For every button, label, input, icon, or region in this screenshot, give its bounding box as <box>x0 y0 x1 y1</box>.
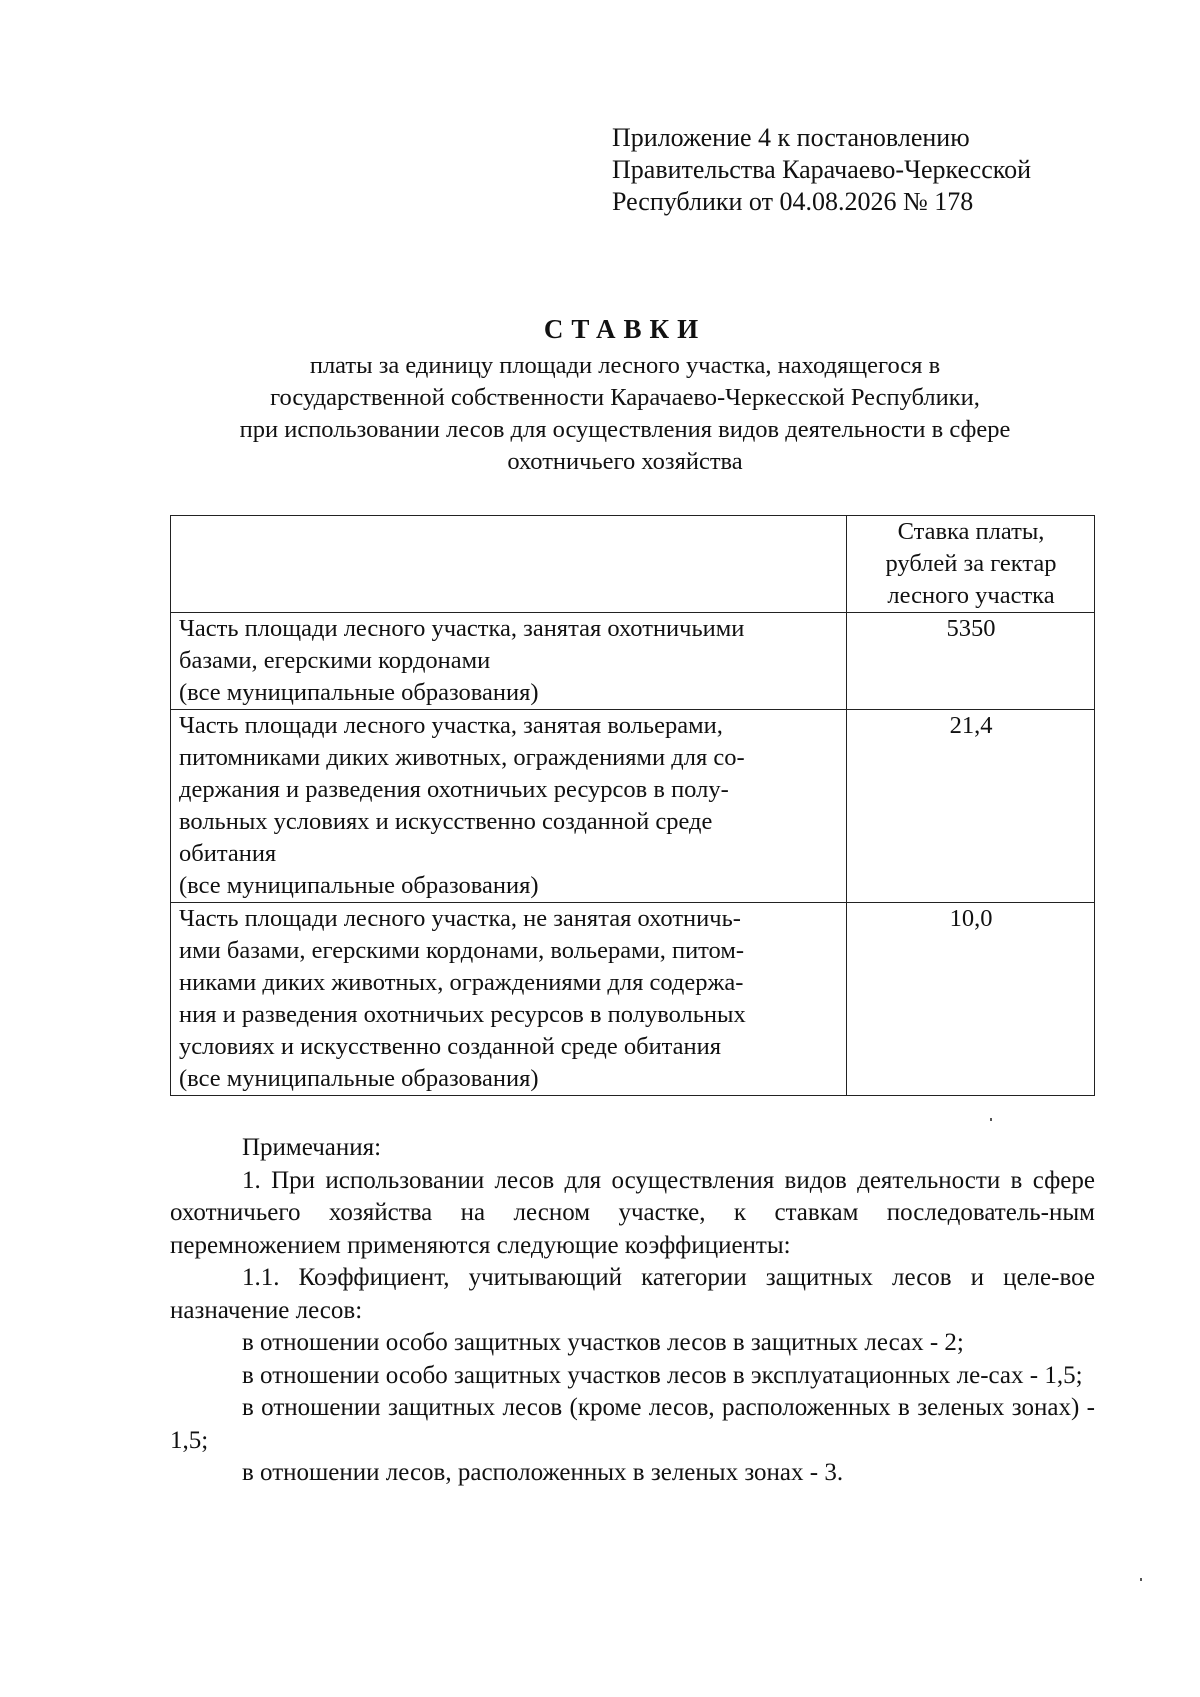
note-paragraph-1: 1. При использовании лесов для осуществления видов деятельности в сфере охотничьего хозяйства на лесном участке, к ставкам последователь-ным перемножением применяются следующие коэффициенты: <box>170 1166 1095 1259</box>
header-rate-line-2: рублей за гектар <box>885 550 1057 577</box>
subtitle-line-1: платы за единицу площади лесного участка, находящегося в <box>309 352 941 379</box>
appendix-line-3: Республики от 04.08.2026 № 178 <box>612 187 974 216</box>
row-1-rate: 5350 <box>847 613 1095 710</box>
header-rate-line-3: лесного участка <box>887 582 1055 609</box>
scan-speck <box>990 1118 992 1121</box>
subtitle-line-3: при использовании лесов для осуществления видов деятельности в сфере <box>239 416 1011 443</box>
row-1-line-3: (все муниципальные образования) <box>179 679 539 706</box>
coefficient-item-3: в отношении защитных лесов (кроме лесов, расположенных в зеленых зонах) - 1,5; <box>170 1394 1095 1454</box>
row-1-line-2: базами, егерскими кордонами <box>179 647 491 674</box>
document-subtitle <box>150 350 1100 478</box>
header-empty-cell <box>171 516 847 613</box>
row-2-description <box>171 710 847 903</box>
row-2-rate: 21,4 <box>847 710 1095 903</box>
row-3-line-2: ими базами, егерскими кордонами, вольерами, питом- <box>179 937 745 964</box>
header-rate-cell <box>847 516 1095 613</box>
note-paragraph-1-1: 1.1. Коэффициент, учитывающий категории защитных лесов и целе-вое назначение лесов: <box>170 1264 1095 1324</box>
appendix-line-1: Приложение 4 к постановлению <box>612 123 970 152</box>
row-3-line-6: (все муниципальные образования) <box>179 1065 539 1092</box>
document-heading: СТАВКИ <box>543 314 707 344</box>
row-3-description <box>171 903 847 1096</box>
coefficient-item-1: в отношении особо защитных участков лесов в защитных лесах - 2; <box>242 1329 964 1356</box>
subtitle-line-2: государственной собственности Карачаево-Черкесской Республики, <box>270 384 980 411</box>
row-1-line-1: Часть площади лесного участка, занятая охотничьими <box>179 615 745 642</box>
row-3-line-1: Часть площади лесного участка, не занятая охотничь- <box>179 905 741 932</box>
row-2-line-5: обитания <box>179 840 277 867</box>
row-2-line-1: Часть площади лесного участка, занятая вольерами, <box>179 712 723 739</box>
row-2-line-2: питомниками диких животных, ограждениями для со- <box>179 744 745 771</box>
scan-speck <box>1140 1578 1142 1581</box>
row-3-line-4: ния и разведения охотничьих ресурсов в полувольных <box>179 1001 746 1028</box>
row-3-rate: 10,0 <box>847 903 1095 1096</box>
table-header-row <box>171 516 1095 613</box>
notes-title: Примечания: <box>242 1134 382 1161</box>
coefficient-item-4: в отношении лесов, расположенных в зеленых зонах - 3. <box>242 1459 844 1486</box>
row-1-description <box>171 613 847 710</box>
row-3-line-3: никами диких животных, ограждениями для содержа- <box>179 969 744 996</box>
header-rate-line-1: Ставка платы, <box>897 518 1045 545</box>
row-2-line-6: (все муниципальные образования) <box>179 872 539 899</box>
table-row <box>171 710 1095 903</box>
notes-section <box>170 1132 1095 1490</box>
appendix-line-2: Правительства Карачаево-Черкесской <box>612 155 1031 184</box>
subtitle-line-4: охотничьего хозяйства <box>507 448 743 475</box>
rates-table <box>170 515 1095 1096</box>
row-2-line-3: держания и разведения охотничьих ресурсов в полу- <box>179 776 729 803</box>
table-row <box>171 903 1095 1096</box>
table-row <box>171 613 1095 710</box>
row-3-line-5: условиях и искусственно созданной среде обитания <box>179 1033 722 1060</box>
row-2-line-4: вольных условиях и искусственно созданной среде <box>179 808 713 835</box>
appendix-reference <box>612 122 1172 218</box>
coefficient-item-2: в отношении особо защитных участков лесов в эксплуатационных ле-сах - 1,5; <box>242 1361 1083 1389</box>
